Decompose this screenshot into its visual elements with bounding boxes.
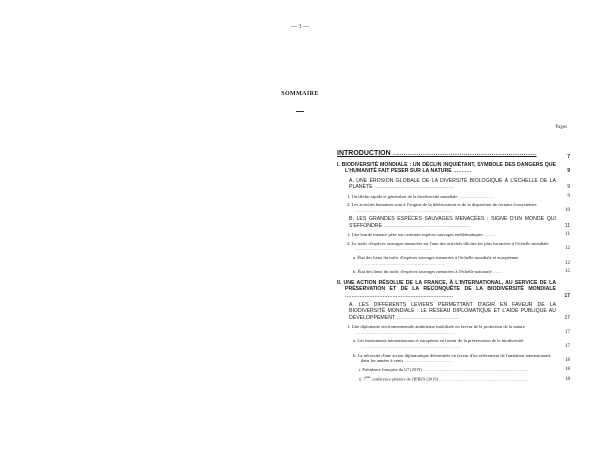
toc-entry-part-1-a-2[interactable] [337,202,570,213]
toc-entry-text-sup: ème [365,375,371,380]
toc-page-number: 7 [567,154,570,160]
toc-entry-text: 2. Le trafic d'espèces sauvages menacées est l'une des activités illicites les plus lucratives à l'échelle mondiale [347,240,549,246]
toc-entry-part-2-a-1-b-ii[interactable] [337,375,570,382]
pages-column-label: Pages [555,125,567,130]
dot-leader: .......................................................................... [355,329,455,335]
toc-entry-text: a. Les instruments internationaux et européens en faveur de la préservation de la biodiversité [353,338,524,344]
table-of-contents [337,150,570,382]
toc-entry-part-2-a-1-b[interactable] [337,353,570,364]
dot-leader: ........................................................................ [355,207,453,213]
toc-entry-text-post: conférence plénière de l'IPBES (2019) [370,376,438,382]
dot-leader: ................................................................... [390,150,537,157]
dot-leader: .............................................................. [361,260,445,266]
dot-leader: ....... [491,269,503,275]
toc-page-number: 9 [567,193,570,199]
toc-entry-text: A. LES DIFFÉRENTS LEVIERS PERMETTANT D'AGIR EN FAVEUR DE LA BIODIVERSITÉ MONDIALE : LE RÉSEAU DIPLOMATIQUE ET L'AIDE PUBLIQUE AU DÉVELOPPEMENT [349,302,556,321]
toc-page-number: 12 [565,246,570,252]
toc-page-number: 17 [565,329,570,335]
toc-page-number: 17 [564,314,570,321]
toc-entry-part-2-a[interactable] [337,302,570,321]
title-rule [296,111,304,112]
toc-page-number: 11 [565,232,570,238]
dot-leader: .......... [482,232,498,238]
toc-entry-text-pre: ii. 7 [359,376,366,382]
toc-page-number: 17 [565,344,570,349]
toc-entry-part-2-a-1[interactable] [337,324,570,335]
toc-entry-part-1-b-2-b[interactable] [337,269,570,275]
toc-entry-part-1-b-1[interactable] [337,232,570,238]
toc-entry-text: INTRODUCTION [337,150,391,157]
toc-entry-text: b. État des lieux du trafic d'espèces sauvages menacées à l'échelle nationale [353,269,492,275]
toc-page-number: 10 [565,207,570,213]
dot-leader: ........................................................................... [361,344,463,349]
toc-page-number: 9 [567,168,570,175]
toc-entry-text: 1. Une diplomatie environnementale ambitieuse mobilisée en faveur de la protection de la nature [347,324,525,330]
toc-entry-part-1-a[interactable] [337,178,570,191]
toc-entry-text: 2. Les activités humaines sont à l'origine de la détérioration et de la disparition de certains écosystèmes [347,202,537,208]
dot-leader: ................................................................................... [421,366,529,372]
toc-entry-part-1-b-2[interactable] [337,241,570,252]
toc-entry-text: 1. Une lourde menace pèse sur certaines espèces sauvages emblématiques [347,232,483,238]
toc-entry-text: I. BIODIVERSITÉ MONDIALE : UN DÉCLIN INQUIÉTANT, SYMBOLE DES DANGERS QUE L'HUMANITÉ FAIT PESER SUR LA NATURE [337,162,556,175]
dot-leader: ................................................. [372,184,455,191]
toc-entry-text: II. UNE ACTION RÉSOLUE DE LA FRANCE, À L'INTERNATIONAL, AU SERVICE DE LA PRÉSERVATION ET DE LA RECONQUÊTE DE LA BIODIVERSITÉ MONDIALE [337,279,556,293]
dot-leader: ..................................................... [381,222,471,229]
dot-leader: ......................................................... [355,246,432,252]
toc-entry-text: B. LES GRANDES ESPÈCES SAUVAGES MENACÉES : SIGNE D'UN MONDE QUI S'EFFONDRE [349,216,556,229]
dot-leader: .......................... [457,193,494,199]
dot-leader: ...................................................................... [437,376,529,382]
toc-entry-part-2-a-1-b-i[interactable] [337,367,570,372]
toc-entry-part-2[interactable] [337,280,570,299]
page-title: SOMMAIRE [281,91,319,97]
dot-leader: ...................................... [395,314,460,321]
toc-entry-text: 1. Un déclin rapide et généralisé de la biodiversité mondiale [347,193,458,199]
toc-entry-part-1-a-1[interactable] [337,194,570,200]
toc-entry-text: i. Présidence française du G7 (2019) [359,366,422,372]
toc-entry-text: b. La nécessité d'une action diplomatique déterminée en faveur d'un relèvement de l'ambition internationale dans les années à venir [353,352,551,364]
toc-page-number: 18 [565,376,570,382]
toc-page-number: 12 [565,260,570,266]
toc-entry-part-2-a-1-a[interactable] [337,338,570,349]
toc-entry-introduction[interactable] [337,150,570,160]
page-number: — 3 — [291,24,309,30]
toc-page-number: 9 [567,184,570,191]
toc-page-number: 17 [564,292,570,299]
toc-page-number: 18 [565,366,570,372]
toc-entry-text: A. UNE ÉROSION GLOBALE DE LA DIVERSITÉ BIOLOGIQUE À L'ÉCHELLE DE LA PLANÈTE [349,177,556,191]
dot-leader: .................................................................. [345,292,454,299]
toc-entry-text: a. État des lieux du trafic d'espèces sauvages menacées à l'échelle mondiale et européenne [353,255,519,260]
dot-leader: ........... [451,168,472,175]
toc-entry-part-1-b-2-a[interactable] [337,255,570,266]
toc-entry-part-1[interactable] [337,162,570,175]
dot-leader: ................................... [403,358,452,364]
toc-entry-part-1-b[interactable] [337,216,570,229]
toc-page-number: 11 [564,222,570,229]
toc-page-number: 15 [565,269,570,275]
toc-page-number: 18 [565,358,570,364]
